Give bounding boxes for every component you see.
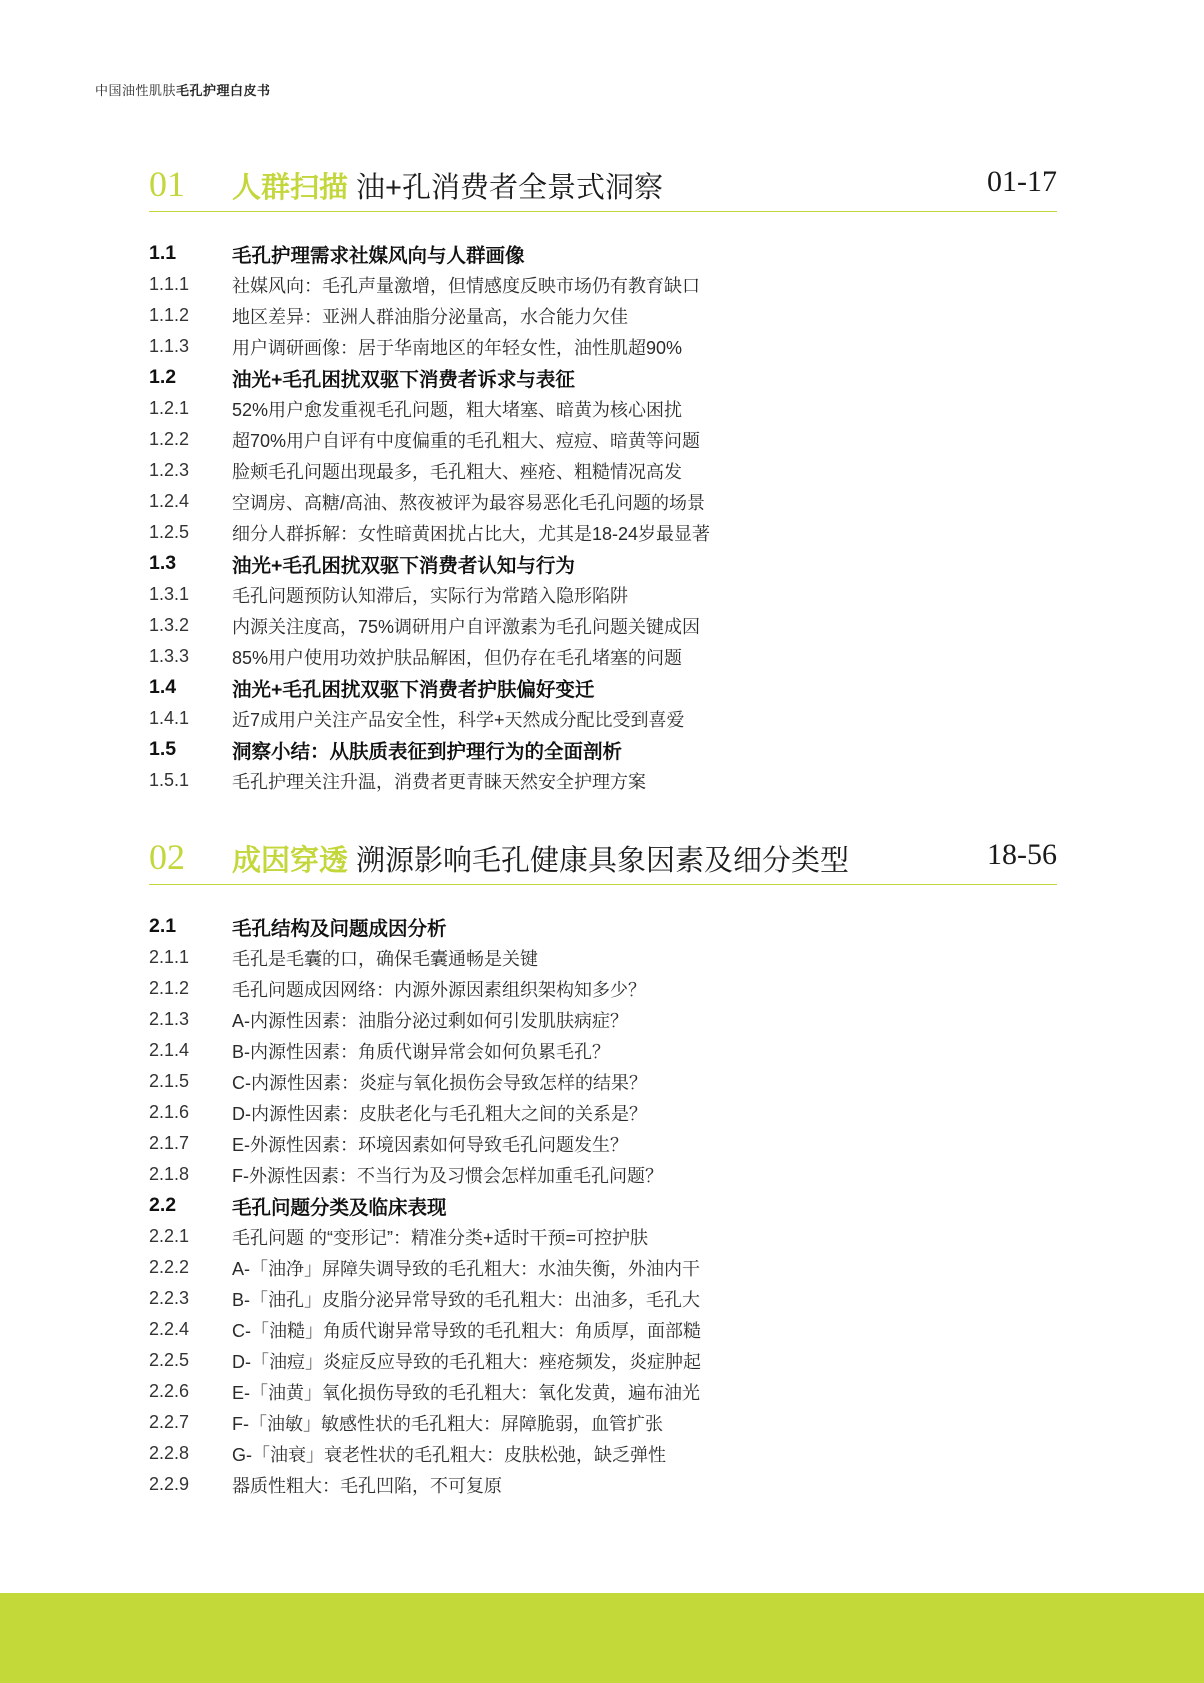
toc-entry-text: 毛孔结构及问题成因分析 [232,917,447,940]
toc-entry-text: 毛孔问题成因网络：内源外源因素组织架构知多少？ [232,979,646,1000]
chapter-header [149,155,1057,212]
toc-entry-text: F-「油敏」敏感性状的毛孔粗大：屏障脆弱，血管扩张 [232,1413,663,1434]
chapter-number: 02 [149,837,185,877]
toc-entry-number: 1.2.1 [149,398,190,418]
toc-section-entry [149,734,1057,765]
toc-entry-text: 毛孔护理关注升温，消费者更青睐天然安全护理方案 [232,771,646,792]
toc-entry [149,1469,1057,1500]
chapter-title [232,838,849,879]
chapter-header [149,828,1057,885]
footer-accent-bar [0,1593,1204,1683]
toc-entry [149,1252,1057,1283]
toc-entry-number: 2.2.1 [149,1226,190,1246]
toc-entry [149,1314,1057,1345]
chapter-title-text: 溯源影响毛孔健康具象因素及细分类型 [356,845,850,877]
chapter-section [149,155,1057,796]
toc-entry-number: 1.3 [149,552,177,574]
toc-entry-text: A-内源性因素：油脂分泌过剩如何引发肌肤病症？ [232,1010,628,1031]
toc-section-entry [149,362,1057,393]
toc-entry-number: 2.2.3 [149,1288,190,1308]
toc-entry [149,331,1057,362]
toc-entry-number: 2.1.3 [149,1009,190,1029]
toc-entry [149,1376,1057,1407]
toc-entry-number: 1.4 [149,676,177,698]
toc-entry-number: 2.1.4 [149,1040,190,1060]
toc-entry [149,486,1057,517]
toc-entry-number: 1.1.3 [149,336,190,356]
toc-entry-text: 用户调研画像：居于华南地区的年轻女性，油性肌超90% [232,337,683,358]
toc-entry-number: 2.1.2 [149,978,190,998]
document-header [95,80,271,99]
toc-list [149,911,1057,1500]
toc-entry [149,1128,1057,1159]
toc-entry-number: 1.1.1 [149,274,190,294]
toc-entry-number: 1.2.5 [149,522,190,542]
toc-entry [149,1035,1057,1066]
toc-entry-text: 地区差异：亚洲人群油脂分泌量高，水合能力欠佳 [232,306,628,327]
toc-section-entry [149,1190,1057,1221]
toc-entry-text: 社媒风向：毛孔声量激增，但情感度反映市场仍有教育缺口 [232,275,700,296]
toc-entry-number: 1.3.1 [149,584,190,604]
toc-entry [149,1345,1057,1376]
toc-entry-number: 2.1.7 [149,1133,190,1153]
toc-entry-number: 2.2 [149,1194,177,1216]
toc-entry-text: D-「油痘」炎症反应导致的毛孔粗大：痤疮频发，炎症肿起 [232,1351,701,1372]
toc-entry-text: 毛孔护理需求社媒风向与人群画像 [232,244,525,267]
toc-entry [149,610,1057,641]
toc-entry-text: 毛孔是毛囊的口，确保毛囊通畅是关键 [232,948,538,969]
toc-entry [149,1066,1057,1097]
toc-entry [149,942,1057,973]
toc-entry-number: 1.5 [149,738,177,760]
header-title-prefix: 中国油性肌肤 [95,83,177,98]
toc-entry [149,641,1057,672]
toc-entry-number: 2.1.5 [149,1071,190,1091]
toc-entry-text: B-「油孔」皮脂分泌异常导致的毛孔粗大：出油多，毛孔大 [232,1289,700,1310]
toc-section-entry [149,672,1057,703]
toc-entry [149,300,1057,331]
toc-entry-text: E-外源性因素：环境因素如何导致毛孔问题发生？ [232,1134,628,1155]
toc-entry [149,1438,1057,1469]
chapter-section [149,828,1057,1500]
toc-entry-text: 毛孔问题分类及临床表现 [232,1196,447,1219]
toc-entry-number: 2.2.9 [149,1474,190,1494]
toc-entry-number: 1.2 [149,366,177,388]
chapter-title-text: 油+孔消费者全景式洞察 [356,172,663,204]
toc-entry-text: 近7成用户关注产品安全性，科学+天然成分配比受到喜爱 [232,709,685,730]
toc-entry-text: A-「油净」屏障失调导致的毛孔粗大：水油失衡，外油内干 [232,1258,700,1279]
toc-entry [149,424,1057,455]
toc-entry [149,1283,1057,1314]
toc-entry-text: 洞察小结：从肤质表征到护理行为的全面剖析 [232,740,623,763]
toc-entry-number: 2.2.6 [149,1381,190,1401]
toc-entry-text: 毛孔问题预防认知滞后，实际行为常踏入隐形陷阱 [232,585,628,606]
toc-entry [149,393,1057,424]
toc-entry-text: 油光+毛孔困扰双驱下消费者认知与行为 [232,554,575,577]
toc-entry-number: 2.2.4 [149,1319,190,1339]
toc-entry-text: 85%用户使用功效护肤品解困，但仍存在毛孔堵塞的问题 [232,647,683,668]
toc-entry-number: 1.5.1 [149,770,190,790]
toc-entry [149,517,1057,548]
chapter-number: 01 [149,164,185,204]
toc-entry-text: B-内源性因素：角质代谢异常会如何负累毛孔？ [232,1041,610,1062]
toc-entry [149,269,1057,300]
toc-entry-number: 2.2.8 [149,1443,190,1463]
chapter-page-range: 18-56 [987,838,1057,871]
header-title-bold: 毛孔护理白皮书 [176,83,271,98]
toc-entry-number: 2.1 [149,915,177,937]
toc-entry-number: 1.3.2 [149,615,190,635]
toc-entry-text: 内源关注度高，75%调研用户自评激素为毛孔问题关键成因 [232,616,701,637]
toc-entry-text: 油光+毛孔困扰双驱下消费者诉求与表征 [232,368,575,391]
toc-section-entry [149,911,1057,942]
toc-entry-number: 1.3.3 [149,646,190,666]
toc-entry-number: 2.2.7 [149,1412,190,1432]
toc-entry-number: 1.2.2 [149,429,190,449]
toc-entry-text: E-「油黄」氧化损伤导致的毛孔粗大：氧化发黄，遍布油光 [232,1382,700,1403]
toc-entry [149,579,1057,610]
toc-entry-number: 1.2.4 [149,491,190,511]
toc-entry-number: 2.2.5 [149,1350,190,1370]
toc-list [149,238,1057,796]
toc-section-entry [149,548,1057,579]
toc-entry-text: F-外源性因素：不当行为及习惯会怎样加重毛孔问题？ [232,1165,663,1186]
chapter-title-highlight: 人群扫描 [232,172,349,204]
toc-entry [149,765,1057,796]
toc-entry [149,1097,1057,1128]
toc-entry-text: C-「油糙」角质代谢异常导致的毛孔粗大：角质厚，面部糙 [232,1320,701,1341]
toc-entry-text: 细分人群拆解：女性暗黄困扰占比大，尤其是18-24岁最显著 [232,523,711,544]
toc-entry-number: 1.4.1 [149,708,190,728]
toc-entry [149,1004,1057,1035]
toc-entry-text: 器质性粗大：毛孔凹陷，不可复原 [232,1475,502,1496]
toc-entry [149,1221,1057,1252]
toc-entry-text: 毛孔问题 的“变形记”：精准分类+适时干预=可控护肤 [232,1227,649,1248]
toc-entry [149,1159,1057,1190]
toc-section-entry [149,238,1057,269]
toc-entry-number: 1.2.3 [149,460,190,480]
toc-entry [149,703,1057,734]
toc-entry-text: D-内源性因素：皮肤老化与毛孔粗大之间的关系是？ [232,1103,647,1124]
toc-entry-text: G-「油衰」衰老性状的毛孔粗大：皮肤松弛，缺乏弹性 [232,1444,666,1465]
chapter-title [232,165,663,206]
toc-entry [149,973,1057,1004]
chapter-page-range: 01-17 [987,165,1057,198]
toc-entry-text: C-内源性因素：炎症与氧化损伤会导致怎样的结果？ [232,1072,647,1093]
toc-entry-text: 空调房、高糖/高油、熬夜被评为最容易恶化毛孔问题的场景 [232,492,705,513]
toc-entry-text: 超70%用户自评有中度偏重的毛孔粗大、痘痘、暗黄等问题 [232,430,701,451]
toc-entry-number: 2.1.8 [149,1164,190,1184]
chapter-title-highlight: 成因穿透 [232,845,349,877]
toc-entry-number: 2.2.2 [149,1257,190,1277]
toc-entry-number: 2.1.6 [149,1102,190,1122]
toc-entry-text: 52%用户愈发重视毛孔问题，粗大堵塞、暗黄为核心困扰 [232,399,683,420]
toc-entry [149,455,1057,486]
toc-entry-number: 1.1 [149,242,177,264]
toc-entry [149,1407,1057,1438]
toc-entry-number: 2.1.1 [149,947,190,967]
toc-entry-text: 油光+毛孔困扰双驱下消费者护肤偏好变迁 [232,678,595,701]
toc-entry-text: 脸颊毛孔问题出现最多，毛孔粗大、痤疮、粗糙情况高发 [232,461,682,482]
toc-entry-number: 1.1.2 [149,305,190,325]
